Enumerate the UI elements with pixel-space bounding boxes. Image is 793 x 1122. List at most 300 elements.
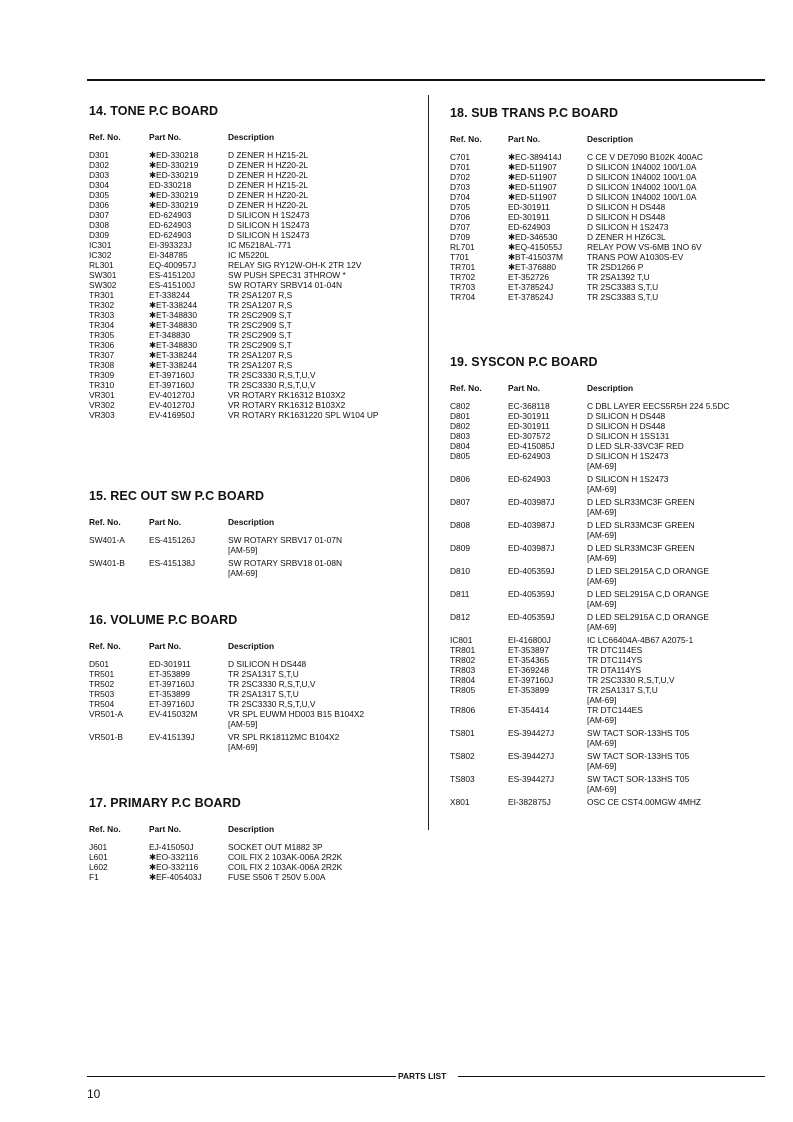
table-row: [89, 350, 424, 360]
ref-no: TR805: [450, 685, 476, 695]
description: TR DTC114YS: [587, 655, 643, 665]
description: TR 2SA1392 T,U: [587, 272, 650, 282]
ref-no: D301: [89, 150, 110, 160]
ref-no: TR310: [89, 380, 115, 390]
table-row: [89, 558, 424, 578]
table-row: [89, 410, 424, 420]
model-note: [AM-69]: [587, 695, 617, 705]
description: D SILICON H 1S2473: [228, 210, 310, 220]
table-row: [89, 862, 424, 872]
section-title: 15. REC OUT SW P.C BOARD: [89, 489, 265, 503]
part-no: ET-353899: [149, 689, 190, 699]
column-header-part: Part No.: [149, 641, 182, 651]
model-note: [AM-69]: [587, 761, 617, 771]
part-no: EI-348785: [149, 250, 188, 260]
column-header-ref: Ref. No.: [89, 517, 121, 527]
ref-no: TR304: [89, 320, 115, 330]
ref-no: D703: [450, 182, 471, 192]
ref-no: D303: [89, 170, 110, 180]
table-row: [450, 705, 785, 725]
description: [587, 543, 695, 563]
description: TR 2SA1317 S,T,U: [228, 669, 299, 679]
table-row: [450, 612, 785, 632]
description: [587, 728, 689, 748]
description: TR DTC114ES: [587, 645, 643, 655]
column-header-ref: Ref. No.: [450, 383, 482, 393]
part-no: ED-405359J: [508, 589, 555, 599]
part-no: ✱BT-415037M: [508, 252, 563, 262]
description-line: SW ROTARY SRBV17 01-07N: [228, 535, 343, 545]
description: [587, 589, 709, 609]
table-row: [89, 210, 424, 220]
part-no: ET-397160J: [508, 675, 554, 685]
ref-no: D706: [450, 212, 471, 222]
column-header-part: Part No.: [149, 132, 182, 142]
column-header-desc: Description: [587, 383, 634, 393]
description: [228, 709, 364, 729]
description: TR 2SC3383 S,T,U: [587, 292, 659, 302]
description-line: D LED SLR33MC3F GREEN: [587, 497, 695, 507]
ref-no: SW301: [89, 270, 117, 280]
table-row: [450, 675, 785, 685]
ref-no: TR502: [89, 679, 115, 689]
description: D SILICON 1N4002 100/1.0A: [587, 192, 697, 202]
table-row: [89, 340, 424, 350]
part-no: ✱EC-389414J: [508, 152, 562, 162]
part-no: ✱ED-511907: [508, 162, 557, 172]
description: TR 2SC3330 R,S,T,U,V: [228, 380, 316, 390]
table-row: [89, 330, 424, 340]
model-note: [AM-69]: [587, 784, 617, 794]
description: SW PUSH SPEC31 3THROW *: [228, 270, 346, 280]
model-note: [AM-69]: [587, 738, 617, 748]
footer-label: PARTS LIST: [398, 1071, 447, 1081]
column-header-desc: Description: [587, 134, 634, 144]
ref-no: L601: [89, 852, 108, 862]
description: [587, 774, 689, 794]
table-row: [89, 320, 424, 330]
description: TR 2SA1207 R,S: [228, 360, 293, 370]
ref-no: TR701: [450, 262, 476, 272]
part-no: EV-401270J: [149, 390, 195, 400]
description: D ZENER H HZ15-2L: [228, 180, 309, 190]
section-title: 14. TONE P.C BOARD: [89, 104, 219, 118]
ref-no: D501: [89, 659, 110, 669]
description: [587, 474, 668, 494]
table-row: [89, 679, 424, 689]
ref-no: TR309: [89, 370, 115, 380]
ref-no: IC801: [450, 635, 473, 645]
model-note: [AM-69]: [587, 622, 617, 632]
table-row: [89, 669, 424, 679]
column-header-desc: Description: [228, 517, 275, 527]
description: TR DTA114YS: [587, 665, 642, 675]
description: TR 2SC3330 R,S,T,U,V: [228, 679, 316, 689]
description: TR 2SA1317 S,T,U: [228, 689, 299, 699]
table-row: [89, 370, 424, 380]
description: TR 2SA1207 R,S: [228, 300, 293, 310]
table-row: [450, 441, 785, 451]
parts-rows: [89, 150, 424, 420]
column-headers: [89, 824, 424, 836]
section-tone-board: [89, 104, 424, 420]
description: TR 2SC3330 R,S,T,U,V: [587, 675, 675, 685]
description: D SILICON 1N4002 100/1.0A: [587, 182, 697, 192]
part-no: ET-369248: [508, 665, 549, 675]
description: D SILICON H DS448: [587, 421, 666, 431]
description-line: D LED SEL2915A C,D ORANGE: [587, 589, 709, 599]
section-primary-board: [89, 796, 424, 882]
description-line: SW TACT SOR-133HS T05: [587, 751, 690, 761]
ref-no: D702: [450, 172, 471, 182]
ref-no: IC302: [89, 250, 112, 260]
ref-no: D809: [450, 543, 471, 553]
section-title: 18. SUB TRANS P.C BOARD: [450, 106, 619, 120]
column-header-desc: Description: [228, 132, 275, 142]
table-row: [89, 380, 424, 390]
ref-no: D804: [450, 441, 471, 451]
part-no: ED-307572: [508, 431, 551, 441]
table-row: [450, 635, 785, 645]
part-no: ET-378524J: [508, 282, 554, 292]
ref-no: D807: [450, 497, 471, 507]
part-no: ES-415126J: [149, 535, 196, 545]
table-row: [89, 180, 424, 190]
table-row: [450, 411, 785, 421]
description: D LED SLR-33VC3F RED: [587, 441, 684, 451]
table-row: [450, 645, 785, 655]
ref-no: VR303: [89, 410, 115, 420]
ref-no: TR801: [450, 645, 476, 655]
table-row: [450, 655, 785, 665]
ref-no: TR803: [450, 665, 476, 675]
part-no: ED-624903: [149, 210, 192, 220]
part-no: ET-353897: [508, 645, 549, 655]
description: FUSE S506 T 250V 5.00A: [228, 872, 326, 882]
description: [587, 612, 709, 632]
model-note: [AM-59]: [228, 719, 258, 729]
description-line: TR DTC144ES: [587, 705, 643, 715]
description: [228, 558, 342, 578]
table-row: [89, 310, 424, 320]
model-note: [AM-69]: [587, 530, 617, 540]
part-no: ✱ED-511907: [508, 192, 557, 202]
table-row: [89, 400, 424, 410]
table-row: [450, 292, 785, 302]
part-no: ET-378524J: [508, 292, 554, 302]
part-no: ED-415085J: [508, 441, 555, 451]
description: D SILICON H 1S2473: [228, 220, 310, 230]
part-no: ET-397160J: [149, 699, 195, 709]
part-no: EC-368118: [508, 401, 550, 411]
model-note: [AM-69]: [587, 715, 617, 725]
description: [587, 705, 643, 725]
top-rule: [87, 79, 765, 81]
part-no: ET-348830: [149, 330, 190, 340]
ref-no: D801: [450, 411, 471, 421]
table-row: [89, 732, 424, 752]
ref-no: TR806: [450, 705, 476, 715]
model-note: [AM-59]: [228, 545, 258, 555]
table-row: [89, 699, 424, 709]
description: TR 2SC2909 S,T: [228, 330, 292, 340]
model-note: [AM-69]: [587, 507, 617, 517]
ref-no: D701: [450, 162, 471, 172]
part-no: ED-301911: [508, 421, 550, 431]
ref-no: TR704: [450, 292, 476, 302]
ref-no: TS802: [450, 751, 475, 761]
ref-no: D808: [450, 520, 471, 530]
description: IC LC66404A-4B67 A2075-1: [587, 635, 694, 645]
section-title: 19. SYSCON P.C BOARD: [450, 355, 598, 369]
part-no: ED-301911: [508, 202, 550, 212]
parts-rows: [450, 401, 785, 807]
part-no: ED-403987J: [508, 543, 555, 553]
table-row: [450, 421, 785, 431]
part-no: ED-330218: [149, 180, 192, 190]
ref-no: TR308: [89, 360, 115, 370]
table-row: [89, 250, 424, 260]
part-no: ET-338244: [149, 290, 190, 300]
ref-no: D709: [450, 232, 471, 242]
description: RELAY POW VS-6MB 1NO 6V: [587, 242, 702, 252]
table-row: [450, 685, 785, 705]
column-header-desc: Description: [228, 824, 275, 834]
description-line: VR SPL RK18112MC B104X2: [228, 732, 340, 742]
table-row: [89, 240, 424, 250]
part-no: ES-394427J: [508, 751, 555, 761]
ref-no: D810: [450, 566, 471, 576]
description-line: D SILICON H 1S2473: [587, 451, 669, 461]
part-no: ✱ET-338244: [149, 300, 197, 310]
description: TR 2SC2909 S,T: [228, 340, 292, 350]
ref-no: D803: [450, 431, 471, 441]
table-row: [450, 262, 785, 272]
table-row: [450, 451, 785, 471]
column-header-part: Part No.: [508, 134, 541, 144]
part-no: ED-624903: [508, 222, 551, 232]
description-line: D LED SEL2915A C,D ORANGE: [587, 612, 709, 622]
part-no: EI-416800J: [508, 635, 551, 645]
part-no: EI-382875J: [508, 797, 551, 807]
ref-no: TR504: [89, 699, 115, 709]
part-no: ✱ET-338244: [149, 350, 197, 360]
part-no: ✱EO-332116: [149, 852, 199, 862]
ref-no: TR307: [89, 350, 115, 360]
ref-no: D707: [450, 222, 471, 232]
part-no: ✱ED-330219: [149, 190, 199, 200]
ref-no: SW401-A: [89, 535, 125, 545]
ref-no: SW302: [89, 280, 117, 290]
description: [228, 732, 339, 752]
ref-no: VR501-A: [89, 709, 123, 719]
part-no: EV-415032M: [149, 709, 198, 719]
part-no: ✱EQ-415055J: [508, 242, 563, 252]
description: D SILICON H DS448: [587, 411, 666, 421]
ref-no: D307: [89, 210, 110, 220]
section-volume-board: [89, 613, 424, 752]
table-row: [89, 689, 424, 699]
table-row: [450, 182, 785, 192]
description: C DBL LAYER EECS5R5H 224 5.5DC: [587, 401, 730, 411]
description: [587, 685, 658, 705]
parts-rows: [450, 152, 785, 302]
ref-no: X801: [450, 797, 470, 807]
description: TRANS POW A1030S-EV: [587, 252, 684, 262]
description: VR ROTARY RK16312 B103X2: [228, 390, 346, 400]
table-row: [89, 170, 424, 180]
part-no: EV-401270J: [149, 400, 195, 410]
table-row: [450, 665, 785, 675]
description-line: SW ROTARY SRBV18 01-08N: [228, 558, 343, 568]
description-line: SW TACT SOR-133HS T05: [587, 774, 690, 784]
description-line: D SILICON H 1S2473: [587, 474, 669, 484]
description: D SILICON H 1S2473: [587, 222, 669, 232]
description: RELAY SIG RY12W-OH-K 2TR 12V: [228, 260, 362, 270]
table-row: [450, 242, 785, 252]
table-row: [450, 431, 785, 441]
ref-no: D812: [450, 612, 471, 622]
description: TR 2SC2909 S,T: [228, 320, 292, 330]
description: D SILICON H DS448: [228, 659, 307, 669]
description: SOCKET OUT M1882 3P: [228, 842, 323, 852]
part-no: ED-301911: [149, 659, 191, 669]
ref-no: TR503: [89, 689, 115, 699]
part-no: EJ-415050J: [149, 842, 194, 852]
ref-no: L602: [89, 862, 108, 872]
description: D ZENER H HZ20-2L: [228, 170, 309, 180]
description: D SILICON 1N4002 100/1.0A: [587, 162, 697, 172]
table-row: [450, 152, 785, 162]
section-syscon-board: [450, 355, 785, 807]
description-line: D LED SEL2915A C,D ORANGE: [587, 566, 709, 576]
description: D ZENER H HZ20-2L: [228, 160, 309, 170]
ref-no: C701: [450, 152, 471, 162]
description: [587, 566, 709, 586]
table-row: [450, 401, 785, 411]
description: [587, 751, 689, 771]
ref-no: TR306: [89, 340, 115, 350]
description: VR ROTARY RK16312 B103X2: [228, 400, 346, 410]
ref-no: D304: [89, 180, 110, 190]
description: COIL FIX 2 103AK-006A 2R2K: [228, 852, 343, 862]
part-no: ES-415100J: [149, 280, 196, 290]
table-row: [89, 150, 424, 160]
ref-no: TR802: [450, 655, 476, 665]
part-no: EV-415139J: [149, 732, 195, 742]
table-row: [450, 543, 785, 563]
part-no: ED-405359J: [508, 566, 555, 576]
model-note: [AM-69]: [587, 461, 617, 471]
ref-no: TS801: [450, 728, 475, 738]
part-no: ET-352726: [508, 272, 549, 282]
ref-no: TR702: [450, 272, 476, 282]
part-no: EQ-400957J: [149, 260, 197, 270]
ref-no: C802: [450, 401, 471, 411]
table-row: [450, 252, 785, 262]
ref-no: TS803: [450, 774, 475, 784]
model-note: [AM-69]: [587, 576, 617, 586]
ref-no: D305: [89, 190, 110, 200]
parts-rows: [89, 659, 424, 752]
table-row: [89, 290, 424, 300]
column-header-part: Part No.: [149, 517, 182, 527]
part-no: ED-403987J: [508, 497, 555, 507]
part-no: ET-397160J: [149, 370, 195, 380]
table-row: [89, 659, 424, 669]
description: IC M5218AL-771: [228, 240, 292, 250]
table-row: [450, 520, 785, 540]
ref-no: D309: [89, 230, 110, 240]
description: TR 2SC3330 R,S,T,U,V: [228, 699, 316, 709]
description: C CE V DE7090 B102K 400AC: [587, 152, 703, 162]
column-headers: [89, 132, 424, 144]
description: [587, 520, 695, 540]
description: D ZENER H HZ15-2L: [228, 150, 309, 160]
description: TR 2SC2909 S,T: [228, 310, 292, 320]
ref-no: T701: [450, 252, 470, 262]
model-note: [AM-69]: [587, 553, 617, 563]
part-no: ES-415138J: [149, 558, 196, 568]
table-row: [450, 774, 785, 794]
table-row: [450, 797, 785, 807]
description-line: TR 2SA1317 S,T,U: [587, 685, 658, 695]
column-headers: [450, 383, 785, 395]
ref-no: D802: [450, 421, 471, 431]
model-note: [AM-69]: [228, 568, 258, 578]
description: [587, 497, 695, 517]
part-no: ✱EO-332116: [149, 862, 199, 872]
description: TR 2SA1207 R,S: [228, 350, 293, 360]
ref-no: F1: [89, 872, 99, 882]
column-headers: [450, 134, 785, 146]
description: OSC CE CST4.00MGW 4MHZ: [587, 797, 702, 807]
column-divider: [428, 95, 429, 830]
description: TR 2SD1266 P: [587, 262, 644, 272]
table-row: [450, 232, 785, 242]
part-no: ✱ED-346530: [508, 232, 558, 242]
description: COIL FIX 2 103AK-006A 2R2K: [228, 862, 343, 872]
ref-no: TR302: [89, 300, 115, 310]
ref-no: VR501-B: [89, 732, 123, 742]
part-no: ED-624903: [508, 474, 551, 484]
part-no: ED-624903: [149, 230, 192, 240]
part-no: ED-405359J: [508, 612, 555, 622]
model-note: [AM-69]: [228, 742, 258, 752]
description: IC M5220L: [228, 250, 269, 260]
table-row: [450, 202, 785, 212]
description: D SILICON H DS448: [587, 202, 666, 212]
table-row: [89, 360, 424, 370]
part-no: ET-353899: [508, 685, 549, 695]
description-line: VR SPL EUWM HD003 B15 B104X2: [228, 709, 365, 719]
footer-rule-left: [87, 1076, 396, 1077]
part-no: ET-397160J: [149, 380, 195, 390]
part-no: ✱ET-348830: [149, 320, 197, 330]
part-no: ✱ET-376880: [508, 262, 556, 272]
part-no: EI-393323J: [149, 240, 192, 250]
column-headers: [89, 517, 424, 529]
part-no: ED-624903: [508, 451, 551, 461]
column-header-ref: Ref. No.: [89, 641, 121, 651]
description: D ZENER H HZ6C3L: [587, 232, 666, 242]
ref-no: D811: [450, 589, 470, 599]
ref-no: TR703: [450, 282, 476, 292]
footer-rule-right: [458, 1076, 765, 1077]
ref-no: VR301: [89, 390, 115, 400]
part-no: ES-394427J: [508, 774, 555, 784]
ref-no: TR305: [89, 330, 115, 340]
